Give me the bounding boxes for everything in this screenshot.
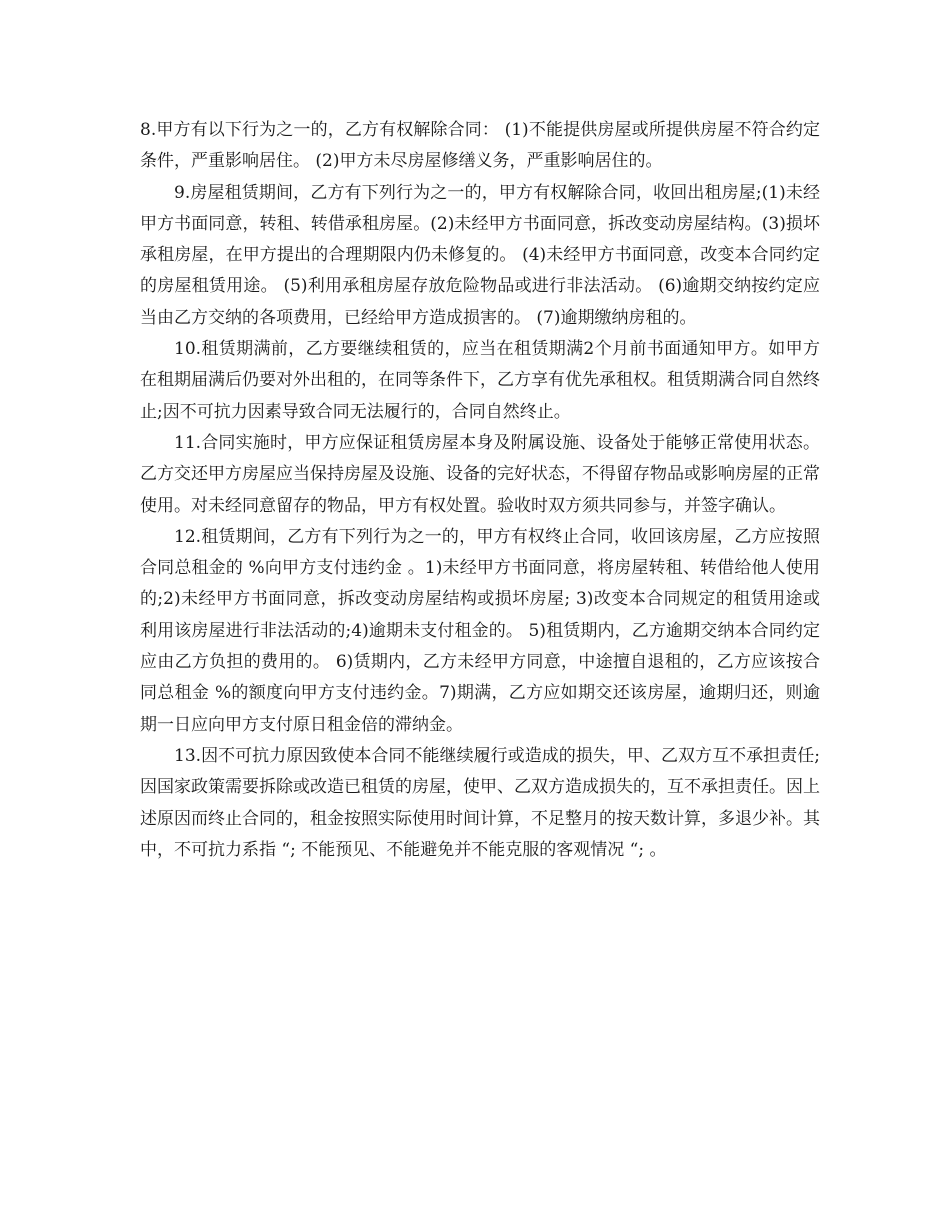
clause-8: 8.甲方有以下行为之一的，乙方有权解除合同： (1)不能提供房屋或所提供房屋不符合约定条件，严重影响居住。 (2)甲方未尽房屋修缮义务，严重影响居住的。 <box>140 120 820 172</box>
clause-9: 9.房屋租赁期间，乙方有下列行为之一的，甲方有权解除合同，收回出租房屋;(1)未经甲方书面同意，转租、转借承租房屋。(2)未经甲方书面同意，拆改变动房屋结构。(3)损坏承租房屋，在甲方提出的合理期限内仍未修复的。 (4)未经甲方书面同意，改变本合同约定的房屋租赁用途。 (5)利用承租房屋存放危险物品或进行非法活动。 (6)逾期交纳按约定应当由乙方交纳的各项费用，已经给甲方造成损害的。 (7)逾期缴纳房租的。 <box>140 182 820 328</box>
clause-11: 11.合同实施时，甲方应保证租赁房屋本身及附属设施、设备处于能够正常使用状态。乙方交还甲方房屋应当保持房屋及设施、设备的完好状态，不得留存物品或影响房屋的正常使用。对未经同意留存的物品，甲方有权处置。验收时双方须共同参与，并签字确认。 <box>140 432 820 516</box>
document-body <box>140 115 820 866</box>
clause-12: 12.租赁期间，乙方有下列行为之一的，甲方有权终止合同，收回该房屋，乙方应按照合同总租金的 %向甲方支付违约金 。1)未经甲方书面同意，将房屋转租、转借给他人使用的;2)未经甲方书面同意，拆改变动房屋结构或损坏房屋; 3)改变本合同规定的租赁用途或利用该房屋进行非法活动的;4)逾期未支付租金的。 5)租赁期内，乙方逾期交纳本合同约定应由乙方负担的费用的。 6)赁期内，乙方未经甲方同意，中途擅自退租的，乙方应该按合同总租金 %的额度向甲方支付违约金。7)期满，乙方应如期交还该房屋，逾期归还，则逾期一日应向甲方支付原日租金倍的滞纳金。 <box>140 526 820 735</box>
clause-10: 10.租赁期满前，乙方要继续租赁的，应当在租赁期满2个月前书面通知甲方。如甲方在租期届满后仍要对外出租的，在同等条件下，乙方享有优先承租权。租赁期满合同自然终止;因不可抗力因素导致合同无法履行的，合同自然终止。 <box>140 339 820 422</box>
clause-13: 13.因不可抗力原因致使本合同不能继续履行或造成的损失，甲、乙双方互不承担责任;因国家政策需要拆除或改造已租赁的房屋，使甲、乙双方造成损失的，互不承担责任。因上述原因而终止合同的，租金按照实际使用时间计算，不足整月的按天数计算，多退少补。其中，不可抗力系指 “; 不能预见、不能避免并不能克服的客观情况 “; 。 <box>140 745 820 860</box>
